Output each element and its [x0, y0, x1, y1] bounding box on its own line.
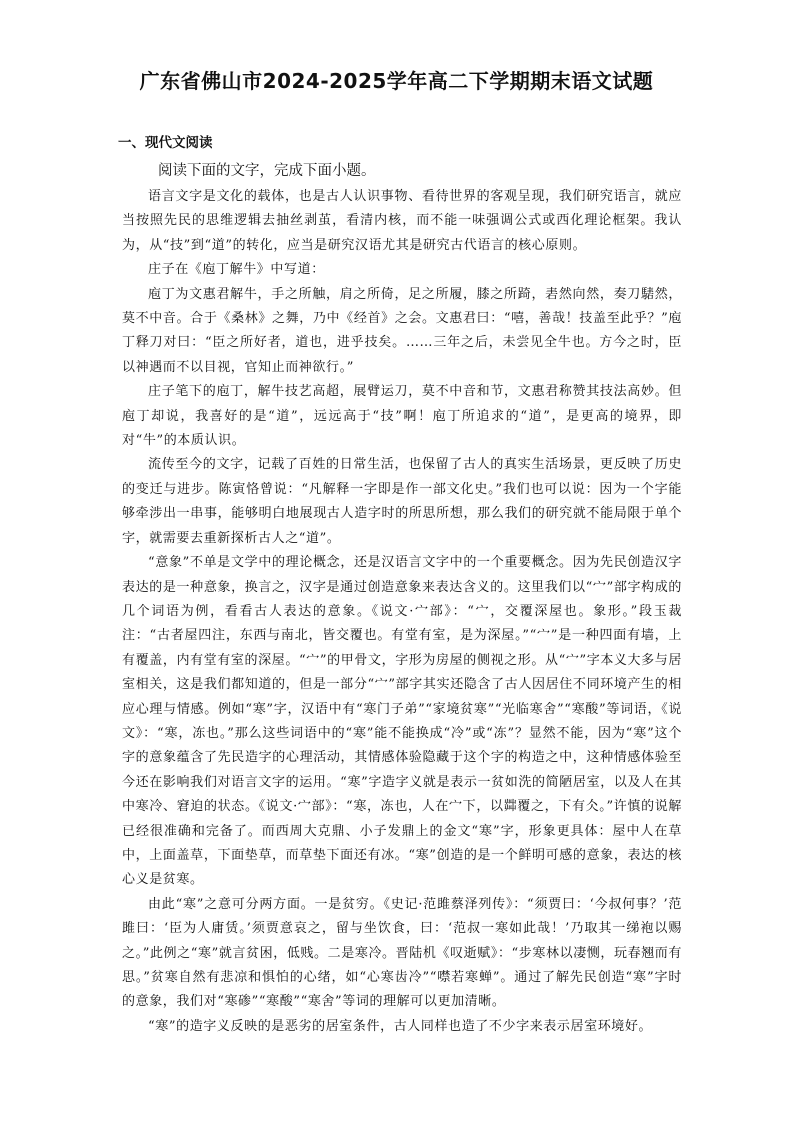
paragraph: “意象”不单是文学中的理论概念，还是汉语言文字中的一个重要概念。因为先民创造汉字表达的是一种意象，换言之，汉字是通过创造意象来表达含义的。这里我们以“宀”部字构成的几个词语为例，看看古人表达的意象。《说文·宀部》：“宀，交覆深屋也。象形。”段玉裁注：“古者屋四注，东西与南北，皆交覆也。有堂有室，是为深屋。”“宀”是一种四面有墙，上有覆盖，内有堂有室的深屋。“宀”的甲骨文，字形为房屋的侧视之形。从“宀”字本义大多与居室相关，这是我们都知道的，但是一部分“宀”部字其实还隐含了古人因居住不同环境产生的相应心理与情感。例如“寒”字，汉语中有“寒门子弟”“家境贫寒”“光临寒舍”“寒酸”等词语，《说文》：“寒，冻也。”那么这些词语中的“寒”能不能换成“冷”或“冻”？显然不能，因为“寒”这个字的意象蕴含了先民造字的心理活动，其情感体验隐藏于这个字的构造之中，这种情感体验至今还在影响我们对语言文字的运用。“寒”字造字义就是表示一贫如洗的简陋居室，以及人在其中寒冷、窘迫的状态。《说文·宀部》：“寒，冻也，人在宀下，以茻覆之，下有仌。”许慎的说解已经很准确和完备了。而西周大克鼎、小子发鼎上的金文“寒”字，形象更具体：屋中人在草中，上面盖草，下面垫草，而草垫下面还有冰。“寒”创造的是一个鲜明可感的意象，表达的核心义是贫寒。: [122, 555, 682, 888]
paragraph: 庄子笔下的庖丁，解牛技艺高超，展臂运刀，莫不中音和节，文惠君称赞其技法高妙。但庖丁却说，我喜好的是“道”，远远高于“技”啊！庖丁所追求的“道”，是更高的境界，即对“牛”的本质认识。: [122, 384, 682, 449]
article-body: [122, 185, 682, 1039]
document-title: 广东省佛山市2024-2025学年高二下学期期末语文试题: [139, 69, 654, 93]
paragraph: 由此“寒”之意可分两方面。一是贫穷。《史记·范雎蔡泽列传》：“须贾曰：‘今叔何事？’范雎曰：‘臣为人庸赁。’须贾意哀之，留与坐饮食，曰：‘范叔一寒如此哉！’乃取其一绨袍以赐之。”此例之“寒”就言贫困，低贱。二是寒冷。晋陆机《叹逝赋》：“步寒林以凄恻，玩春翘而有思。”贫寒自然有悲凉和惧怕的心绪，如“心寒齿冷”“噤若寒蝉”。通过了解先民创造“寒”字时的意象，我们对“寒碜”“寒酸”“寒舍”等词的理解可以更加清晰。: [122, 896, 682, 1010]
paragraph: 庄子在《庖丁解牛》中写道：: [148, 262, 325, 278]
quoted-paragraph: 庖丁为文惠君解牛，手之所触，肩之所倚，足之所履，膝之所踦，砉然向然，奏刀騞然，莫不中音。合于《桑林》之舞，乃中《经首》之会。文惠君曰：“嘻，善哉！技盖至此乎？”庖丁释刀对曰：“臣之所好者，道也，进乎技矣。……三年之后，未尝见全牛也。方今之时，臣以神遇而不以目视，官知止而神欲行。”: [122, 286, 682, 375]
paragraph: “寒”的造字义反映的是恶劣的居室条件，古人同样也造了不少字来表示居室环境好。: [148, 1018, 653, 1034]
reading-instruction: 阅读下面的文字，完成下面小题。: [158, 163, 376, 179]
paragraph: 语言文字是文化的载体，也是古人认识事物、看待世界的客观呈现，我们研究语言，就应当按照先民的思维逻辑去抽丝剥茧，看清内核，而不能一味强调公式或西化理论框架。我认为，从“技”到“道”的转化，应当是研究汉语尤其是研究古代语言的核心原则。: [122, 189, 682, 253]
paragraph: 流传至今的文字，记载了百姓的日常生活，也保留了古人的真实生活场景，更反映了历史的变迁与进步。陈寅恪曾说：“凡解释一字即是作一部文化史。”我们也可以说：因为一个字能够牵涉出一串事，能够明白地展现古人造字时的所思所想，那么我们的研究就不能局限于单个字，就需要去重新探析古人之“道”。: [122, 457, 682, 546]
section-heading: 一、现代文阅读: [118, 135, 213, 151]
